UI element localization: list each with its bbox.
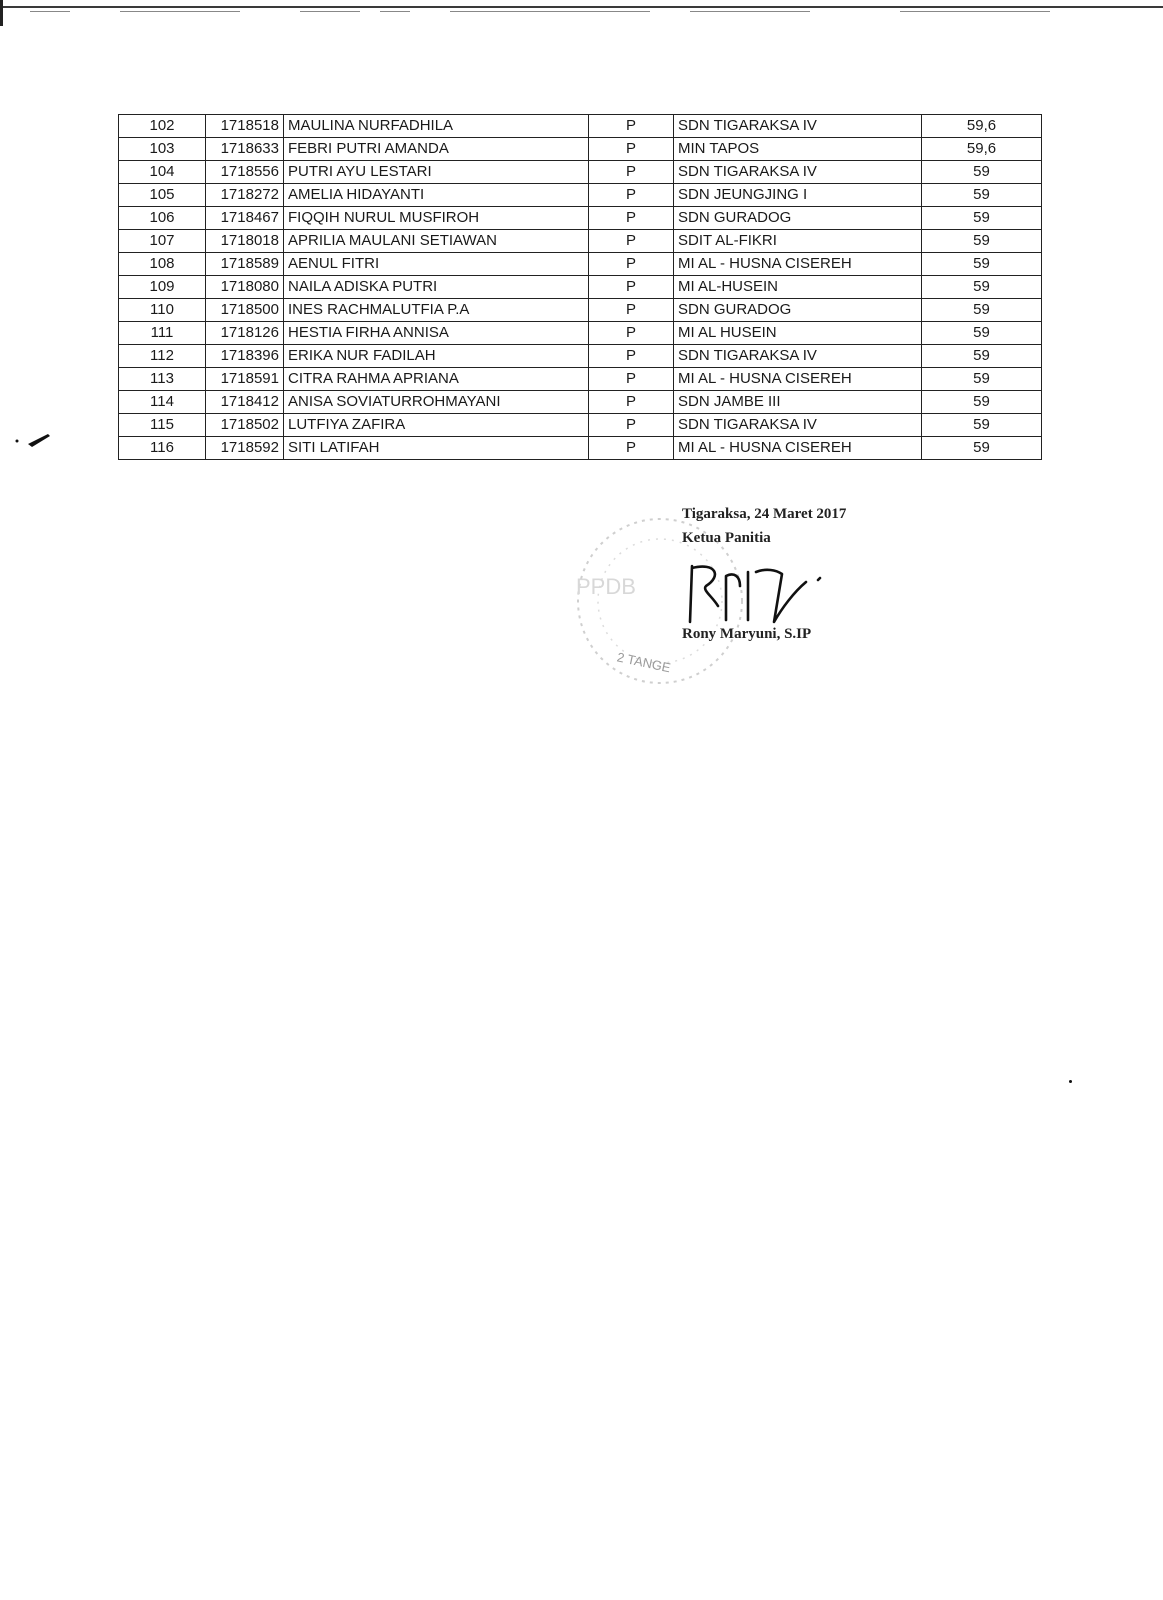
score: 59 <box>922 345 1042 368</box>
table-row <box>119 253 1042 276</box>
student-id: 1718126 <box>206 322 284 345</box>
table-row <box>119 391 1042 414</box>
score: 59 <box>922 368 1042 391</box>
handwritten-signature <box>682 562 842 626</box>
student-id: 1718502 <box>206 414 284 437</box>
row-number: 113 <box>119 368 206 391</box>
student-id: 1718412 <box>206 391 284 414</box>
gender: P <box>589 230 674 253</box>
origin-school: MIN TAPOS <box>674 138 922 161</box>
row-number: 104 <box>119 161 206 184</box>
gender: P <box>589 414 674 437</box>
table-row <box>119 276 1042 299</box>
student-id: 1718467 <box>206 207 284 230</box>
gender: P <box>589 368 674 391</box>
scan-artifact <box>300 11 360 12</box>
origin-school: MI AL - HUSNA CISEREH <box>674 253 922 276</box>
table-row <box>119 207 1042 230</box>
score: 59 <box>922 230 1042 253</box>
student-name: NAILA ADISKA PUTRI <box>284 276 589 299</box>
student-name: ERIKA NUR FADILAH <box>284 345 589 368</box>
student-name: HESTIA FIRHA ANNISA <box>284 322 589 345</box>
table-row <box>119 345 1042 368</box>
student-id: 1718518 <box>206 115 284 138</box>
origin-school: SDN JEUNGJING I <box>674 184 922 207</box>
student-name: ANISA SOVIATURROHMAYANI <box>284 391 589 414</box>
signer-role: Ketua Panitia <box>682 530 771 546</box>
table-row <box>119 184 1042 207</box>
table-row <box>119 230 1042 253</box>
gender: P <box>589 115 674 138</box>
student-id: 1718592 <box>206 437 284 460</box>
row-number: 115 <box>119 414 206 437</box>
gender: P <box>589 184 674 207</box>
student-id: 1718500 <box>206 299 284 322</box>
student-id: 1718080 <box>206 276 284 299</box>
table-row <box>119 299 1042 322</box>
table-row <box>119 437 1042 460</box>
origin-school: SDN JAMBE III <box>674 391 922 414</box>
scan-artifact <box>120 11 240 12</box>
origin-school: MI AL - HUSNA CISEREH <box>674 368 922 391</box>
row-number: 105 <box>119 184 206 207</box>
origin-school: MI AL-HUSEIN <box>674 276 922 299</box>
origin-school: SDN TIGARAKSA IV <box>674 115 922 138</box>
gender: P <box>589 207 674 230</box>
student-ranking-table <box>118 114 1042 460</box>
score: 59,6 <box>922 138 1042 161</box>
score: 59 <box>922 184 1042 207</box>
row-number: 107 <box>119 230 206 253</box>
scan-artifact <box>450 11 650 12</box>
student-name: LUTFIYA ZAFIRA <box>284 414 589 437</box>
score: 59 <box>922 276 1042 299</box>
scan-artifact <box>380 11 410 12</box>
table-row <box>119 138 1042 161</box>
table-row <box>119 322 1042 345</box>
student-id: 1718396 <box>206 345 284 368</box>
origin-school: MI AL - HUSNA CISEREH <box>674 437 922 460</box>
row-number: 114 <box>119 391 206 414</box>
student-name: FEBRI PUTRI AMANDA <box>284 138 589 161</box>
row-number: 111 <box>119 322 206 345</box>
row-number: 108 <box>119 253 206 276</box>
student-name: PUTRI AYU LESTARI <box>284 161 589 184</box>
student-name: APRILIA MAULANI SETIAWAN <box>284 230 589 253</box>
student-name: MAULINA NURFADHILA <box>284 115 589 138</box>
student-id: 1718589 <box>206 253 284 276</box>
row-number: 112 <box>119 345 206 368</box>
stamp-text: 2 TANGE <box>615 649 673 676</box>
student-name: SITI LATIFAH <box>284 437 589 460</box>
row-number: 103 <box>119 138 206 161</box>
gender: P <box>589 161 674 184</box>
scan-top-edge <box>0 0 1163 18</box>
row-number: 116 <box>119 437 206 460</box>
score: 59 <box>922 437 1042 460</box>
student-id: 1718633 <box>206 138 284 161</box>
row-number: 106 <box>119 207 206 230</box>
table-row <box>119 115 1042 138</box>
gender: P <box>589 391 674 414</box>
score: 59 <box>922 299 1042 322</box>
score: 59 <box>922 161 1042 184</box>
gender: P <box>589 437 674 460</box>
student-name: INES RACHMALUTFIA P.A <box>284 299 589 322</box>
student-name: CITRA RAHMA APRIANA <box>284 368 589 391</box>
stamp-inner-mark: PPDB <box>576 574 636 599</box>
student-name: FIQQIH NURUL MUSFIROH <box>284 207 589 230</box>
origin-school: SDN GURADOG <box>674 207 922 230</box>
pen-mark-icon <box>14 430 54 450</box>
row-number: 110 <box>119 299 206 322</box>
student-id: 1718556 <box>206 161 284 184</box>
student-id: 1718018 <box>206 230 284 253</box>
student-id: 1718272 <box>206 184 284 207</box>
origin-school: SDN GURADOG <box>674 299 922 322</box>
origin-school: SDN TIGARAKSA IV <box>674 414 922 437</box>
place-date: Tigaraksa, 24 Maret 2017 <box>682 506 847 522</box>
score: 59 <box>922 207 1042 230</box>
row-number: 109 <box>119 276 206 299</box>
student-name: AMELIA HIDAYANTI <box>284 184 589 207</box>
row-number: 102 <box>119 115 206 138</box>
score: 59 <box>922 391 1042 414</box>
score: 59 <box>922 322 1042 345</box>
table-row <box>119 414 1042 437</box>
scan-artifact <box>900 11 1050 12</box>
scan-left-edge <box>0 0 3 26</box>
student-id: 1718591 <box>206 368 284 391</box>
gender: P <box>589 276 674 299</box>
scan-speck <box>1069 1080 1072 1083</box>
origin-school: SDN TIGARAKSA IV <box>674 345 922 368</box>
origin-school: SDIT AL-FIKRI <box>674 230 922 253</box>
table-body <box>119 115 1042 460</box>
scan-artifact <box>30 11 70 12</box>
signer-name: Rony Maryuni, S.IP <box>682 626 812 642</box>
gender: P <box>589 253 674 276</box>
student-name: AENUL FITRI <box>284 253 589 276</box>
gender: P <box>589 322 674 345</box>
table-row <box>119 368 1042 391</box>
score: 59 <box>922 253 1042 276</box>
score: 59 <box>922 414 1042 437</box>
gender: P <box>589 299 674 322</box>
origin-school: MI AL HUSEIN <box>674 322 922 345</box>
origin-school: SDN TIGARAKSA IV <box>674 161 922 184</box>
score: 59,6 <box>922 115 1042 138</box>
scan-artifact <box>690 11 810 12</box>
gender: P <box>589 345 674 368</box>
table-row <box>119 161 1042 184</box>
gender: P <box>589 138 674 161</box>
